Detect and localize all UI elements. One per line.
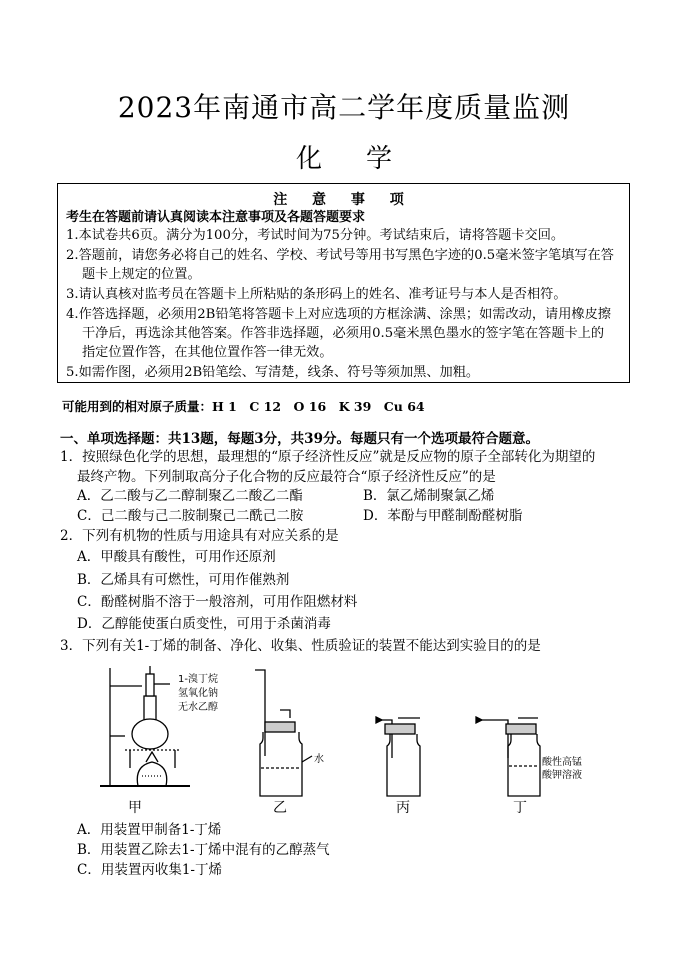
notice-item-continued: 干净后，再选涂其他答案。作答非选择题，必须用0.5毫米黑色墨水的签字笔在答题卡上的 — [82, 326, 605, 341]
water-label: 水 — [314, 754, 324, 765]
reagent-label: 无水乙醇 — [178, 702, 218, 713]
option: A．乙二酸与乙二醇制聚乙二酸乙二酯 — [77, 488, 303, 504]
option: B．用装置乙除去1-丁烯中混有的乙醇蒸气 — [77, 842, 330, 858]
option: C．己二酸与己二胺制聚己二酰己二胺 — [77, 508, 304, 524]
notice-item-text: 答题前，请您务必将自己的姓名、学校、考试号等用书写黑色字迹的0.5毫米签字笔填写在答 — [78, 248, 614, 263]
notice-item-text: 请认真核对监考员在答题卡上所粘贴的条形码上的姓名、准考证号与本人是否相符。 — [78, 287, 567, 302]
option: C．用装置丙收集1-丁烯 — [77, 862, 222, 878]
question-stem: 2．下列有机物的性质与用途具有对应关系的是 — [60, 528, 339, 544]
apparatus-label: 甲 — [128, 800, 142, 816]
atomic-masses: 可能用到的相对原子质量：H 1 C 12 O 16 K 39 Cu 64 — [62, 399, 425, 414]
notice-item-continued: 指定位置作答，在其他位置作答一律无效。 — [82, 345, 333, 360]
option: A．用装置甲制备1-丁烯 — [77, 822, 222, 838]
notice-item-text: 作答选择题，必须用2B铅笔将答题卡上对应选项的方框涂满、涂黑；如需改动，请用橡皮擦 — [78, 307, 611, 322]
section-heading: 一、单项选择题：共13题，每题3分，共39分。每题只有一个选项最符合题意。 — [60, 431, 539, 447]
apparatus-label: 乙 — [273, 800, 287, 816]
option: B．氯乙烯制聚氯乙烯 — [363, 488, 495, 504]
notice-title: 注 意 事 项 — [273, 192, 414, 208]
option: A．甲酸具有酸性，可用作还原剂 — [77, 549, 276, 565]
notice-item-continued: 题卡上规定的位置。 — [82, 267, 201, 282]
kmno4-label: 酸钾溶液 — [542, 770, 582, 781]
notice-item — [66, 363, 626, 383]
apparatus-label: 丙 — [396, 800, 410, 816]
subject-title — [0, 138, 688, 175]
apparatus-label: 丁 — [513, 800, 527, 816]
notice-box — [57, 183, 630, 383]
notice-item-text: 本试卷共6页。满分为100分，考试时间为75分钟。考试结束后，请将答题卡交回。 — [78, 228, 565, 243]
option: D．乙醇能使蛋白质变性，可用于杀菌消毒 — [77, 616, 331, 632]
notice-item-text: 如需作图，必须用2B铅笔绘、写清楚，线条、符号等须加黑、加粗。 — [78, 365, 480, 380]
notice-item — [66, 305, 626, 325]
exam-title: 2023年南通市高二学年度质量监测 — [117, 91, 571, 124]
question-stem: 1．按照绿色化学的思想，最理想的“原子经济性反应”就是反应物的原子全部转化为期望的 — [60, 449, 596, 465]
apparatus-figure — [80, 658, 582, 818]
option: C．酚醛树脂不溶于一般溶剂，可用作阻燃材料 — [77, 594, 358, 610]
notice-item-number: 2. — [66, 248, 79, 263]
notice-item-number: 3. — [66, 287, 79, 302]
kmno4-label: 酸性高锰 — [542, 757, 582, 768]
question-stem: 最终产物。下列制取高分子化合物的反应最符合“原子经济性反应”的是 — [77, 469, 496, 485]
notice-item-number: 5. — [66, 365, 79, 380]
notice-item-number: 1. — [66, 228, 79, 243]
notice-subtitle: 考生在答题前请认真阅读本注意事项及各题答题要求 — [66, 210, 366, 225]
notice-item — [66, 246, 626, 266]
option: D．苯酚与甲醛制酚醛树脂 — [363, 508, 523, 524]
subject-char: 化 — [295, 144, 322, 174]
notice-item-number: 4. — [66, 307, 79, 322]
question-stem: 3．下列有关1-丁烯的制备、净化、收集、性质验证的装置不能达到实验目的的是 — [60, 638, 541, 654]
notice-item — [66, 285, 626, 305]
option: B．乙烯具有可燃性，可用作催熟剂 — [77, 572, 290, 588]
reagent-label: 1-溴丁烷 — [178, 674, 218, 685]
subject-char: 学 — [366, 144, 393, 174]
reagent-label: 氢氧化钠 — [178, 688, 218, 699]
notice-item — [66, 226, 626, 246]
